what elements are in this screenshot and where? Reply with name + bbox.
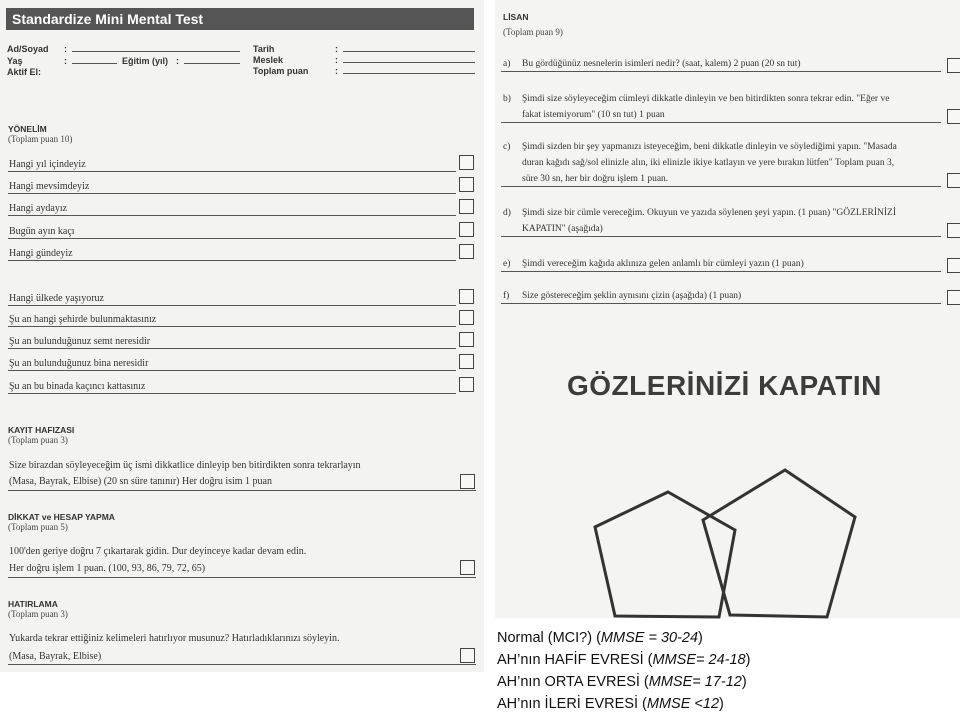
colon: : (64, 44, 67, 54)
legend-paren: ) (741, 674, 747, 690)
dikkat-instruction: 100'den geriye doğru 7 çıkartarak gidin. Dur deyinceye kadar devam edin. (9, 546, 307, 557)
toplam-puan-field-line[interactable] (343, 73, 475, 74)
legend-paren: ) (719, 696, 724, 712)
lisan-item-text: Bu gördüğünüz nesnelerin isimleri nedir? (saat, kalem) 2 puan (20 sn tut) (522, 59, 801, 69)
lisan-item-text: süre 30 sn, her bir doğru işlem 1 puan. (522, 174, 669, 184)
answer-line (8, 664, 476, 665)
answer-line (8, 326, 456, 327)
yonelim-question: Şu an bu binada kaçıncı kattasınız (9, 381, 146, 392)
lisan-item-text: KAPATIN" (aşağıda) (522, 224, 603, 234)
answer-line (501, 186, 941, 187)
label-ad-soyad: Ad/Soyad (7, 44, 49, 54)
label-aktif-el: Aktif El: (7, 67, 42, 77)
legend-range: MMSE = 30-24 (600, 630, 699, 646)
answer-line (8, 393, 456, 394)
hatirlama-note: (Masa, Bayrak, Elbise) (9, 651, 102, 662)
answer-line (8, 370, 456, 371)
yonelim-question: Hangi mevsimdeyiz (9, 181, 90, 192)
label-meslek: Meslek (253, 55, 284, 65)
section-title-kayit: KAYIT HAFIZASI (8, 425, 75, 435)
form-title-bar (6, 8, 474, 30)
legend-label: Normal (MCI?) ( (497, 630, 601, 646)
yonelim-question: Şu an bulunduğunuz bina neresidir (9, 358, 149, 369)
kayit-instruction: Size birazdan söyleyeceğim üç ismi dikkatlice dinleyip ben bitirdikten sonra tekrarlayın (9, 460, 361, 471)
score-checkbox[interactable] (460, 560, 475, 575)
lisan-item-letter: a) (503, 59, 511, 69)
left-form-page (0, 0, 484, 672)
yas-field-line[interactable] (72, 63, 117, 64)
score-checkbox[interactable] (947, 173, 960, 188)
legend-label: AH’nın İLERİ EVRESİ ( (497, 696, 647, 712)
mmse-stage-legend (497, 627, 750, 715)
section-subtitle-kayit: (Toplam puan 3) (8, 435, 68, 445)
score-checkbox[interactable] (459, 244, 474, 259)
score-checkbox[interactable] (459, 222, 474, 237)
section-subtitle-yonelim: (Toplam puan 10) (8, 134, 73, 144)
yonelim-question: Hangi aydayız (9, 203, 68, 214)
answer-line (8, 348, 456, 349)
section-title-dikkat: DİKKAT ve HESAP YAPMA (8, 512, 115, 522)
legend-range: MMSE= 17-12 (648, 674, 742, 690)
answer-line (8, 260, 456, 261)
yonelim-question: Hangi ülkede yaşıyoruz (9, 293, 104, 304)
section-subtitle-dikkat: (Toplam puan 5) (8, 522, 68, 532)
colon: : (335, 55, 338, 65)
section-title-yonelim: YÖNELİM (8, 124, 47, 134)
answer-line (8, 577, 476, 578)
label-yas: Yaş (7, 56, 23, 66)
answer-line (8, 490, 476, 491)
command-text-gozlerinizi-kapatin: GÖZLERİNİZİ KAPATIN (567, 370, 882, 401)
score-checkbox[interactable] (947, 223, 960, 238)
colon: : (64, 56, 67, 66)
intersecting-pentagons-figure (580, 460, 870, 630)
answer-line (8, 193, 456, 194)
lisan-item-letter: c) (503, 142, 511, 152)
colon: : (176, 56, 179, 66)
section-subtitle-hatirlama: (Toplam puan 3) (8, 609, 68, 619)
score-checkbox[interactable] (459, 155, 474, 170)
answer-line (8, 238, 456, 239)
lisan-item-text: duran kağıdı sağ/sol elinizle alın, iki elinizle ikiye katlayın ve yere bırakın lütfen" Toplam puan 3, (522, 158, 895, 168)
answer-line (501, 122, 941, 123)
yonelim-question: Şu an bulunduğunuz semt neresidir (9, 336, 151, 347)
lisan-item-text: Şimdi vereceğim kağıda aklınıza gelen anlamlı bir cümleyi yazın (1 puan) (522, 259, 804, 269)
score-checkbox[interactable] (947, 58, 960, 73)
legend-paren: ) (745, 652, 751, 668)
score-checkbox[interactable] (460, 648, 475, 663)
answer-line (8, 215, 456, 216)
legend-range: MMSE= 24-18 (652, 652, 746, 668)
score-checkbox[interactable] (460, 474, 475, 489)
ad-soyad-field-line[interactable] (72, 51, 240, 52)
score-checkbox[interactable] (459, 310, 474, 325)
label-tarih: Tarih (253, 44, 275, 54)
answer-line (501, 236, 941, 237)
section-subtitle-lisan: (Toplam puan 9) (503, 27, 563, 37)
legend-paren: ) (698, 630, 703, 646)
lisan-item-letter: d) (503, 208, 511, 218)
legend-orta (497, 671, 750, 693)
dikkat-note: Her doğru işlem 1 puan. (100, 93, 86, 79, 72, 65) (9, 563, 206, 574)
lisan-item-text: Şimdi size bir cümle vereceğim. Okuyun ve yazıda söylenen şeyi yapın. (1 puan) "GÖZLERİNİZİ (522, 208, 897, 218)
lisan-item-text: fakat istemiyorum" (10 sn tut) 1 puan (522, 110, 665, 120)
score-checkbox[interactable] (459, 377, 474, 392)
lisan-item-text: Size göstereceğim şeklin aynısını çizin (aşağıda) (1 puan) (522, 291, 742, 301)
form-title: Standardize Mini Mental Test (12, 11, 204, 27)
colon: : (335, 44, 338, 54)
answer-line (8, 305, 456, 306)
egitim-field-line[interactable] (184, 63, 240, 64)
section-title-lisan: LİSAN (503, 12, 529, 22)
label-toplam-puan: Toplam puan (253, 66, 309, 76)
score-checkbox[interactable] (947, 258, 960, 273)
legend-range: MMSE <12 (646, 696, 720, 712)
score-checkbox[interactable] (459, 177, 474, 192)
score-checkbox[interactable] (459, 354, 474, 369)
score-checkbox[interactable] (459, 289, 474, 304)
yonelim-question: Hangi gündeyiz (9, 248, 73, 259)
colon: : (335, 66, 338, 76)
legend-hafif (497, 649, 750, 671)
score-checkbox[interactable] (459, 199, 474, 214)
yonelim-question: Bugün ayın kaçı (9, 226, 75, 237)
legend-label: AH’nın HAFİF EVRESİ ( (497, 652, 653, 668)
answer-line (501, 271, 941, 272)
score-checkbox[interactable] (459, 332, 474, 347)
meslek-field-line[interactable] (343, 62, 475, 63)
section-title-hatirlama: HATIRLAMA (8, 599, 58, 609)
tarih-field-line[interactable] (343, 51, 475, 52)
lisan-item-text: Şimdi sizden bir şey yapmanızı isteyeceğim, beni dikkatle dinleyin ve söylediğimi yapın. "Masada (522, 142, 897, 152)
hatirlama-instruction: Yukarda tekrar ettiğiniz kelimeleri hatırlıyor musunuz? Hatırladıklarınızı söyleyin. (9, 633, 340, 644)
score-checkbox[interactable] (947, 109, 960, 124)
lisan-item-letter: f) (503, 291, 510, 301)
lisan-item-text: Şimdi size söyleyeceğim cümleyi dikkatle dinleyin ve ben bitirdikten sonra tekrar edin. "Eğer ve (522, 94, 890, 104)
legend-normal (497, 627, 750, 649)
legend-label: AH’nın ORTA EVRESİ ( (497, 674, 649, 690)
yonelim-question: Şu an hangi şehirde bulunmaktasınız (9, 314, 157, 325)
yonelim-question: Hangi yıl içindeyiz (9, 159, 86, 170)
label-egitim: Eğitim (yıl) (122, 56, 169, 66)
pentagon-right (703, 470, 855, 617)
answer-line (501, 303, 941, 304)
answer-line (8, 171, 456, 172)
answer-line (501, 71, 941, 72)
score-checkbox[interactable] (947, 290, 960, 305)
lisan-item-letter: e) (503, 259, 511, 269)
legend-ileri (497, 693, 750, 715)
kayit-note: (Masa, Bayrak, Elbise) (20 sn süre tanınır) Her doğru isim 1 puan (9, 476, 272, 487)
lisan-item-letter: b) (503, 94, 511, 104)
